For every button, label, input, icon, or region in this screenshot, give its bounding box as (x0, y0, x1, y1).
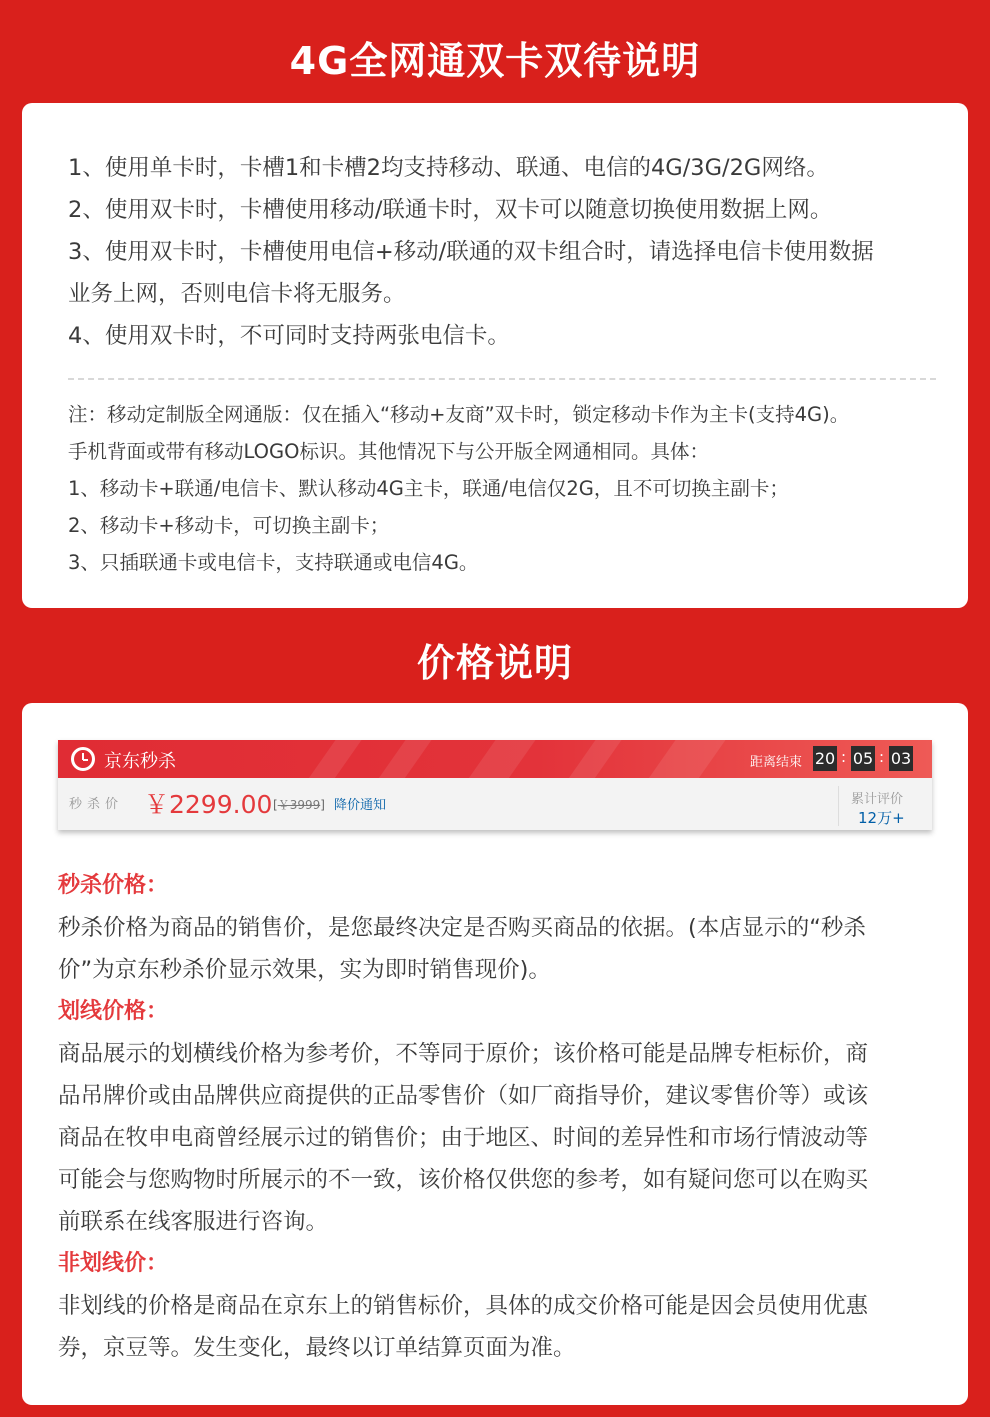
paragraph-line: 商品展示的划横线价格为参考价，不等同于原价；该价格可能是品牌专柜标价，商 (58, 1041, 869, 1067)
countdown-hours: 20 (813, 746, 837, 771)
paragraph-line: 品吊牌价或由品牌供应商提供的正品零售价（如厂商指导价，建议零售价等）或该 (58, 1083, 869, 1109)
strikethrough-price: ￥3999 (277, 798, 321, 812)
dashed-divider (68, 378, 936, 380)
countdown-seconds: 03 (889, 746, 913, 771)
note-line: 3、只插联通卡或电信卡，支持联通或电信4G。 (68, 551, 479, 574)
countdown-colon: : (841, 748, 847, 766)
seckill-brand: 京东秒杀 (104, 751, 176, 772)
paragraph-line: 可能会与您购物时所展示的不一致，该价格仅供您的参考，如有疑问您可以在购买 (58, 1167, 869, 1193)
paragraph-line: 非划线的价格是商品在京东上的销售标价，具体的成交价格可能是因会员使用优惠 (58, 1293, 869, 1319)
countdown-minutes: 05 (851, 746, 875, 771)
seckill-price: ￥2299.00 (144, 790, 273, 819)
paragraph-line: 前联系在线客服进行咨询。 (58, 1209, 329, 1235)
alarm-clock-icon (71, 747, 95, 771)
countdown-label: 距离结束 (750, 755, 803, 770)
price-section-title: 价格说明 (416, 641, 573, 685)
seckill-widget (58, 740, 932, 830)
rule-line: 3、使用双卡时，卡槽使用电信+移动/联通的双卡组合时，请选择电信卡使用数据 (68, 239, 874, 265)
rule-line: 1、使用单卡时，卡槽1和卡槽2均支持移动、联通、电信的4G/3G/2G网络。 (68, 155, 829, 181)
seckill-price-label: 秒杀价 (69, 797, 124, 812)
rule-line: 业务上网，否则电信卡将无服务。 (68, 281, 406, 307)
note-line: 1、移动卡+联通/电信卡、默认移动4G主卡，联通/电信仅2G，且不可切换主副卡； (68, 477, 789, 500)
divider (838, 786, 839, 826)
note-line: 注：移动定制版全网通版：仅在插入“移动+友商”双卡时，锁定移动卡作为主卡(支持4G)。 (68, 403, 850, 426)
rule-line: 2、使用双卡时，卡槽使用移动/联通卡时，双卡可以随意切换使用数据上网。 (68, 197, 833, 223)
price-card (22, 703, 968, 1405)
price-drop-notify-link[interactable]: 降价通知 (334, 798, 387, 813)
dual-sim-title: 4G全网通双卡双待说明 (289, 39, 701, 83)
paragraph-line: 价”为京东秒杀价显示效果，实为即时销售现价)。 (58, 957, 551, 983)
reviews-count-link[interactable]: 12万+ (858, 809, 905, 827)
seckill-price-heading: 秒杀价格： (58, 873, 169, 898)
reviews-label: 累计评价 (851, 792, 904, 807)
paragraph-line: 秒杀价格为商品的销售价，是您最终决定是否购买商品的依据。(本店显示的“秒杀 (58, 915, 866, 941)
price-explanation (58, 865, 936, 1369)
dual-sim-card (22, 103, 968, 608)
note-line: 2、移动卡+移动卡，可切换主副卡； (68, 514, 390, 537)
dual-sim-notes (68, 396, 938, 581)
paragraph-line: 商品在牧申电商曾经展示过的销售价；由于地区、时间的差异性和市场行情波动等 (58, 1125, 869, 1151)
dual-sim-rules (68, 147, 938, 357)
countdown-colon: : (879, 748, 885, 766)
seckill-header-bar (58, 740, 932, 778)
rule-line: 4、使用双卡时，不可同时支持两张电信卡。 (68, 323, 510, 349)
note-line: 手机背面或带有移动LOGO标识。其他情况下与公开版全网通相同。具体： (68, 440, 709, 463)
non-strike-price-heading: 非划线价： (58, 1251, 169, 1276)
paragraph-line: 券，京豆等。发生变化，最终以订单结算页面为准。 (58, 1335, 576, 1361)
original-price: [￥3999] (273, 798, 325, 812)
strike-price-heading: 划线价格： (58, 999, 169, 1024)
